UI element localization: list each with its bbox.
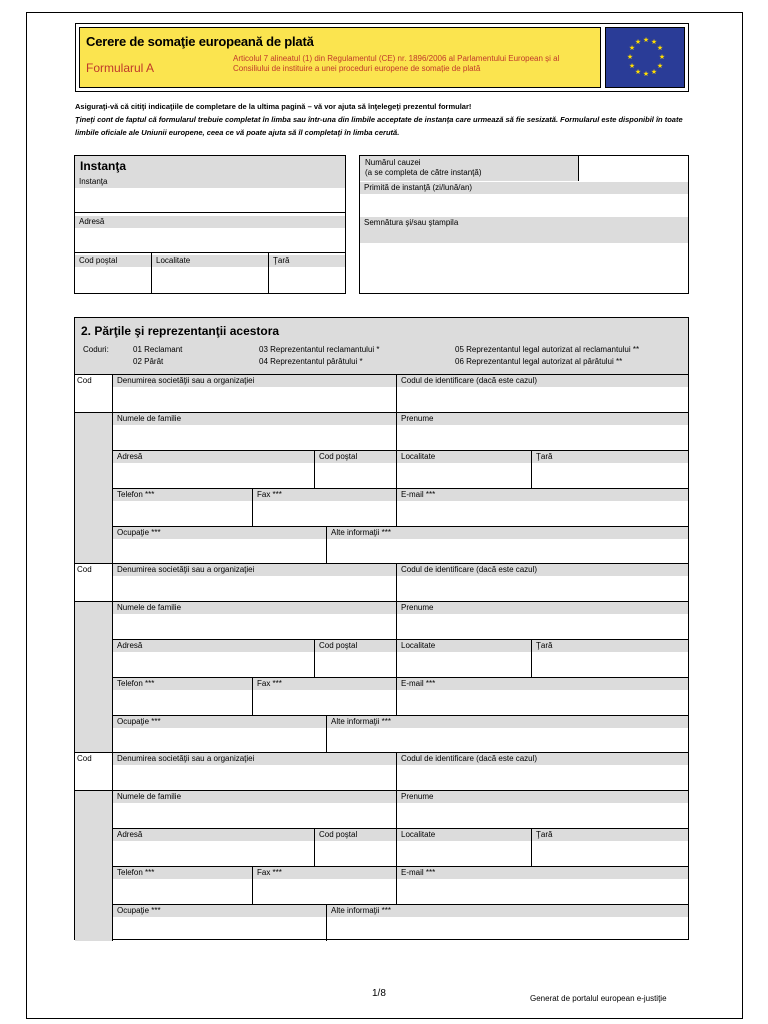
party-3-other-info-label: Alte informaţii *** (327, 905, 688, 917)
party-1-occupation-label: Ocupaţie *** (113, 527, 326, 539)
party-1-country-label: Ţară (532, 451, 688, 463)
signature-label: Semnătura şi/sau ştampila (360, 217, 688, 243)
party-1-other-info-label: Alte informaţii *** (327, 527, 688, 539)
party-3-company-input[interactable] (113, 766, 396, 790)
party-3-address-label: Adresă (113, 829, 314, 841)
instructions (75, 100, 689, 139)
party-1-city-label: Localitate (397, 451, 531, 463)
svg-text:★: ★ (642, 70, 650, 78)
svg-text:★: ★ (628, 62, 636, 70)
court-label: Instanţa (75, 176, 345, 188)
court-country-label: Ţară (269, 255, 345, 267)
party-3-occupation-input[interactable] (113, 918, 326, 941)
svg-text:★: ★ (628, 44, 636, 52)
court-city-label: Localitate (152, 255, 268, 267)
party-3-last-name-input[interactable] (113, 804, 396, 828)
party-1-phone-input[interactable] (113, 502, 252, 526)
court-postal-label: Cod poştal (75, 255, 151, 267)
party-1-fax-label: Fax *** (253, 489, 396, 501)
party-3-postal-input[interactable] (315, 842, 396, 866)
instruction-line-2: Ţineţi cont de faptul că formularul trebuie completat în limba sau într-una din limbile acceptate de instanţa care urmează să fie sesizată. Formularul este disponibil în toate limbile oficiale ale Uniunii europene, ceea ce vă poate ajuta să îl completaţi în limba cerută. (75, 115, 683, 137)
party-1-company-input[interactable] (113, 388, 396, 412)
party-3-email-input[interactable] (397, 880, 688, 904)
form-header (75, 23, 689, 92)
header-banner (79, 27, 601, 88)
party-3-postal-label: Cod poştal (315, 829, 396, 841)
form-title: Cerere de somaţie europeană de plată (86, 34, 314, 49)
svg-text:★: ★ (658, 53, 666, 61)
party-3-last-name-label: Numele de familie (113, 791, 396, 803)
party-2-email-label: E-mail *** (397, 678, 688, 690)
party-1-last-name-label: Numele de familie (113, 413, 396, 425)
parties-section-title: 2. Părţile şi reprezentanţii acestora (81, 324, 280, 338)
court-postal-input[interactable] (75, 268, 151, 293)
eu-flag-icon (605, 27, 685, 88)
form-subtitle: Formularul A (86, 61, 155, 75)
party-1-phone-label: Telefon *** (113, 489, 252, 501)
party-1-address-input[interactable] (113, 464, 314, 488)
court-city-input[interactable] (152, 268, 268, 293)
party-2-other-info-input[interactable] (327, 729, 688, 752)
party-1-fax-input[interactable] (253, 502, 396, 526)
party-2-cod-label: Cod (77, 565, 92, 574)
svg-text:★: ★ (642, 36, 650, 44)
svg-text:★: ★ (656, 62, 664, 70)
case-number-label: Numărul cauzei (a se completa de către instanţă) (365, 158, 482, 177)
party-3-fax-label: Fax *** (253, 867, 396, 879)
party-1-id-code-label: Codul de identificare (dacă este cazul) (397, 375, 688, 387)
signature-area[interactable] (360, 243, 688, 293)
party-2-id-code-label: Codul de identificare (dacă este cazul) (397, 564, 688, 576)
party-3-fax-input[interactable] (253, 880, 396, 904)
party-2-phone-label: Telefon *** (113, 678, 252, 690)
party-3-address-input[interactable] (113, 842, 314, 866)
party-2-last-name-input[interactable] (113, 615, 396, 639)
party-2-city-label: Localitate (397, 640, 531, 652)
party-2-company-input[interactable] (113, 577, 396, 601)
court-section (74, 155, 346, 294)
eu-stars-icon (606, 28, 686, 89)
code-05: 05 Reprezentantul legal autorizat al reclamantului ** (455, 345, 640, 354)
party-2-phone-input[interactable] (113, 691, 252, 715)
code-03: 03 Reprezentantul reclamantului * (259, 345, 380, 354)
svg-text:★: ★ (634, 68, 642, 76)
party-2-id-code-input[interactable] (397, 577, 688, 601)
party-1-postal-label: Cod poştal (315, 451, 396, 463)
party-1-last-name-input[interactable] (113, 426, 396, 450)
party-2-side-column (75, 602, 112, 752)
codes-label: Coduri: (83, 345, 109, 354)
court-country-input[interactable] (269, 268, 345, 293)
party-2-first-name-label: Prenume (397, 602, 688, 614)
party-2-occupation-input[interactable] (113, 729, 326, 752)
party-3-other-info-input[interactable] (327, 918, 688, 941)
party-2-address-label: Adresă (113, 640, 314, 652)
code-04: 04 Reprezentantul pârâtului * (259, 357, 363, 366)
party-2-other-info-label: Alte informaţii *** (327, 716, 688, 728)
party-1-city-input[interactable] (397, 464, 531, 488)
code-02: 02 Pârât (133, 357, 164, 366)
instruction-line-1: Asiguraţi-vă că citiţi indicaţiile de completare de la ultima pagină – vă vor ajuta să înţelegeţi prezentul formular! (75, 102, 472, 111)
party-3-country-label: Ţară (532, 829, 688, 841)
party-3-cod-input[interactable] (75, 764, 112, 789)
party-2-email-input[interactable] (397, 691, 688, 715)
party-3-id-code-label: Codul de identificare (dacă este cazul) (397, 753, 688, 765)
party-1-postal-input[interactable] (315, 464, 396, 488)
party-3-city-label: Localitate (397, 829, 531, 841)
party-2-fax-label: Fax *** (253, 678, 396, 690)
party-3-city-input[interactable] (397, 842, 531, 866)
received-date-input[interactable] (360, 195, 688, 217)
court-input[interactable] (75, 189, 345, 212)
party-1-email-label: E-mail *** (397, 489, 688, 501)
party-2-fax-input[interactable] (253, 691, 396, 715)
party-3-company-label: Denumirea societăţii sau a organizaţiei (113, 753, 396, 765)
parties-section (74, 317, 689, 940)
party-1-first-name-input[interactable] (397, 426, 688, 450)
legal-reference: Articolul 7 alineatul (1) din Regulamentul (CE) nr. 1896/2006 al Parlamentului European și al Consiliului de instituire a unei proceduri europene de somație de plată (233, 54, 560, 73)
court-address-label: Adresă (75, 216, 345, 228)
svg-text:★: ★ (656, 44, 664, 52)
court-address-input[interactable] (75, 229, 345, 251)
party-1-email-input[interactable] (397, 502, 688, 526)
party-3-phone-label: Telefon *** (113, 867, 252, 879)
party-2-country-label: Ţară (532, 640, 688, 652)
svg-text:★: ★ (650, 68, 658, 76)
party-2-first-name-input[interactable] (397, 615, 688, 639)
party-3-id-code-input[interactable] (397, 766, 688, 790)
party-1-address-label: Adresă (113, 451, 314, 463)
code-06: 06 Reprezentantul legal autorizat al pârâtului ** (455, 357, 623, 366)
received-date-label: Primită de instanţă (zi/lună/an) (360, 182, 688, 194)
case-section (359, 155, 689, 294)
party-1-occupation-input[interactable] (113, 540, 326, 563)
party-2-occupation-label: Ocupaţie *** (113, 716, 326, 728)
party-1-first-name-label: Prenume (397, 413, 688, 425)
court-section-title: Instanţa (80, 159, 127, 173)
party-1-cod-input[interactable] (75, 386, 112, 411)
party-3-side-column (75, 791, 112, 941)
party-2-address-input[interactable] (113, 653, 314, 677)
page-number: 1/8 (372, 988, 386, 999)
party-1-company-label: Denumirea societăţii sau a organizaţiei (113, 375, 396, 387)
party-1-cod-label: Cod (77, 376, 92, 385)
party-2-last-name-label: Numele de familie (113, 602, 396, 614)
party-1-country-input[interactable] (532, 464, 688, 488)
party-2-postal-input[interactable] (315, 653, 396, 677)
party-3-country-input[interactable] (532, 842, 688, 866)
party-1-side-column (75, 413, 112, 563)
party-3-email-label: E-mail *** (397, 867, 688, 879)
svg-text:★: ★ (634, 38, 642, 46)
party-1-other-info-input[interactable] (327, 540, 688, 563)
party-3-first-name-label: Prenume (397, 791, 688, 803)
code-01: 01 Reclamant (133, 345, 183, 354)
party-3-phone-input[interactable] (113, 880, 252, 904)
party-2-city-input[interactable] (397, 653, 531, 677)
party-2-postal-label: Cod poştal (315, 640, 396, 652)
svg-text:★: ★ (650, 38, 658, 46)
party-3-first-name-input[interactable] (397, 804, 688, 828)
case-number-input[interactable] (579, 156, 688, 181)
party-2-country-input[interactable] (532, 653, 688, 677)
party-3-occupation-label: Ocupaţie *** (113, 905, 326, 917)
generated-by: Generat de portalul european e-justiţie (530, 994, 667, 1003)
party-2-cod-input[interactable] (75, 575, 112, 600)
party-1-id-code-input[interactable] (397, 388, 688, 412)
party-2-company-label: Denumirea societăţii sau a organizaţiei (113, 564, 396, 576)
party-3-cod-label: Cod (77, 754, 92, 763)
svg-text:★: ★ (626, 53, 634, 61)
